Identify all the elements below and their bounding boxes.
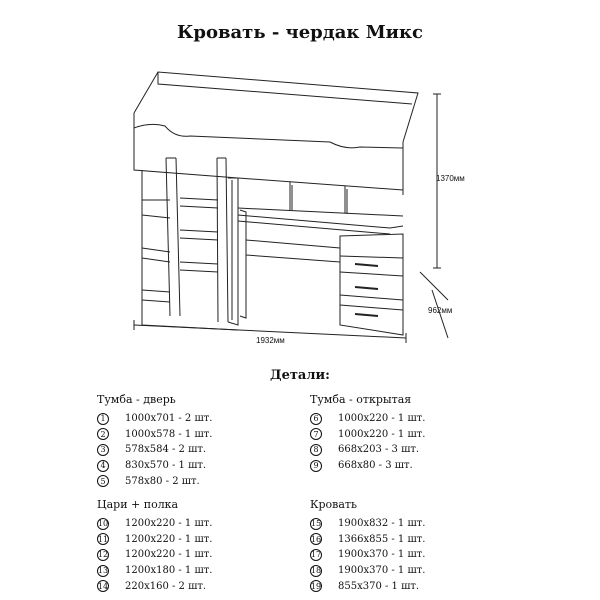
- list-item: [97, 532, 212, 548]
- parts-group-door-cabinet: [97, 393, 212, 489]
- list-item: [310, 458, 425, 474]
- list-item: [310, 563, 425, 579]
- part-spec: 1900x370 - 1 шт.: [338, 549, 426, 561]
- part-number: 13: [97, 566, 109, 576]
- list-item: [97, 427, 212, 443]
- parts-group-open-cabinet: [310, 393, 425, 473]
- part-spec: 1200x220 - 1 шт.: [125, 518, 213, 530]
- part-spec: 1200x220 - 1 шт.: [125, 533, 213, 545]
- list-item: [97, 473, 212, 489]
- list-item: [97, 578, 212, 594]
- list-item: [310, 547, 425, 563]
- part-spec: 1000x220 - 1 шт.: [338, 413, 426, 425]
- part-number: 6: [310, 413, 322, 425]
- part-number: 12: [97, 550, 109, 560]
- part-number: 17: [310, 550, 322, 560]
- part-number: 11: [97, 534, 109, 544]
- list-item: [97, 516, 212, 532]
- list-item: [310, 516, 425, 532]
- part-spec: 220x160 - 2 шт.: [125, 580, 207, 592]
- part-spec: 1900x370 - 1 шт.: [338, 565, 426, 577]
- list-item: [310, 532, 425, 548]
- part-number: 7: [310, 428, 322, 440]
- part-number: 14: [97, 581, 109, 591]
- part-spec: 1200x220 - 1 шт.: [125, 549, 213, 561]
- part-spec: 578x80 - 2 шт.: [125, 475, 200, 487]
- height-dimension: 1370мм: [436, 174, 465, 183]
- group-title: Кровать: [310, 498, 358, 511]
- part-number: 3: [97, 444, 109, 456]
- part-spec: 1200x180 - 1 шт.: [125, 565, 213, 577]
- part-number: 8: [310, 444, 322, 456]
- part-spec: 578x584 - 2 шт.: [125, 444, 207, 456]
- part-spec: 1000x578 - 1 шт.: [125, 428, 213, 440]
- details-heading: Детали:: [270, 368, 330, 383]
- list-item: [97, 563, 212, 579]
- page-title: Кровать - чердак Микс: [177, 22, 423, 43]
- loft-bed-drawing: [0, 60, 600, 360]
- parts-group-rails-shelf: [97, 498, 212, 594]
- part-number: 16: [310, 534, 322, 544]
- part-number: 4: [97, 460, 109, 472]
- part-spec: 1900x832 - 1 шт.: [338, 518, 426, 530]
- group-title: Тумба - дверь: [97, 393, 176, 406]
- part-number: 5: [97, 475, 109, 487]
- part-number: 15: [310, 519, 322, 529]
- part-spec: 1366x855 - 1 шт.: [338, 533, 426, 545]
- part-spec: 1000x220 - 1 шт.: [338, 428, 426, 440]
- list-item: [310, 427, 425, 443]
- part-spec: 668x80 - 3 шт.: [338, 460, 413, 472]
- list-item: [310, 442, 425, 458]
- width-dimension: 1932мм: [256, 336, 285, 345]
- depth-dimension: 962мм: [428, 306, 453, 315]
- group-title: Цари + полка: [97, 498, 179, 511]
- list-item: [310, 578, 425, 594]
- list-item: [310, 411, 425, 427]
- part-number: 18: [310, 566, 322, 576]
- part-spec: 830x570 - 1 шт.: [125, 460, 207, 472]
- list-item: [97, 458, 212, 474]
- list-item: [97, 547, 212, 563]
- parts-group-bed: [310, 498, 425, 594]
- list-item: [97, 411, 212, 427]
- part-number: 10: [97, 519, 109, 529]
- part-spec: 855x370 - 1 шт.: [338, 580, 420, 592]
- list-item: [97, 442, 212, 458]
- part-number: 2: [97, 428, 109, 440]
- part-number: 9: [310, 460, 322, 472]
- part-spec: 1000x701 - 2 шт.: [125, 413, 213, 425]
- part-number: 1: [97, 413, 109, 425]
- part-number: 19: [310, 581, 322, 591]
- part-spec: 668x203 - 3 шт.: [338, 444, 420, 456]
- group-title: Тумба - открытая: [310, 393, 412, 406]
